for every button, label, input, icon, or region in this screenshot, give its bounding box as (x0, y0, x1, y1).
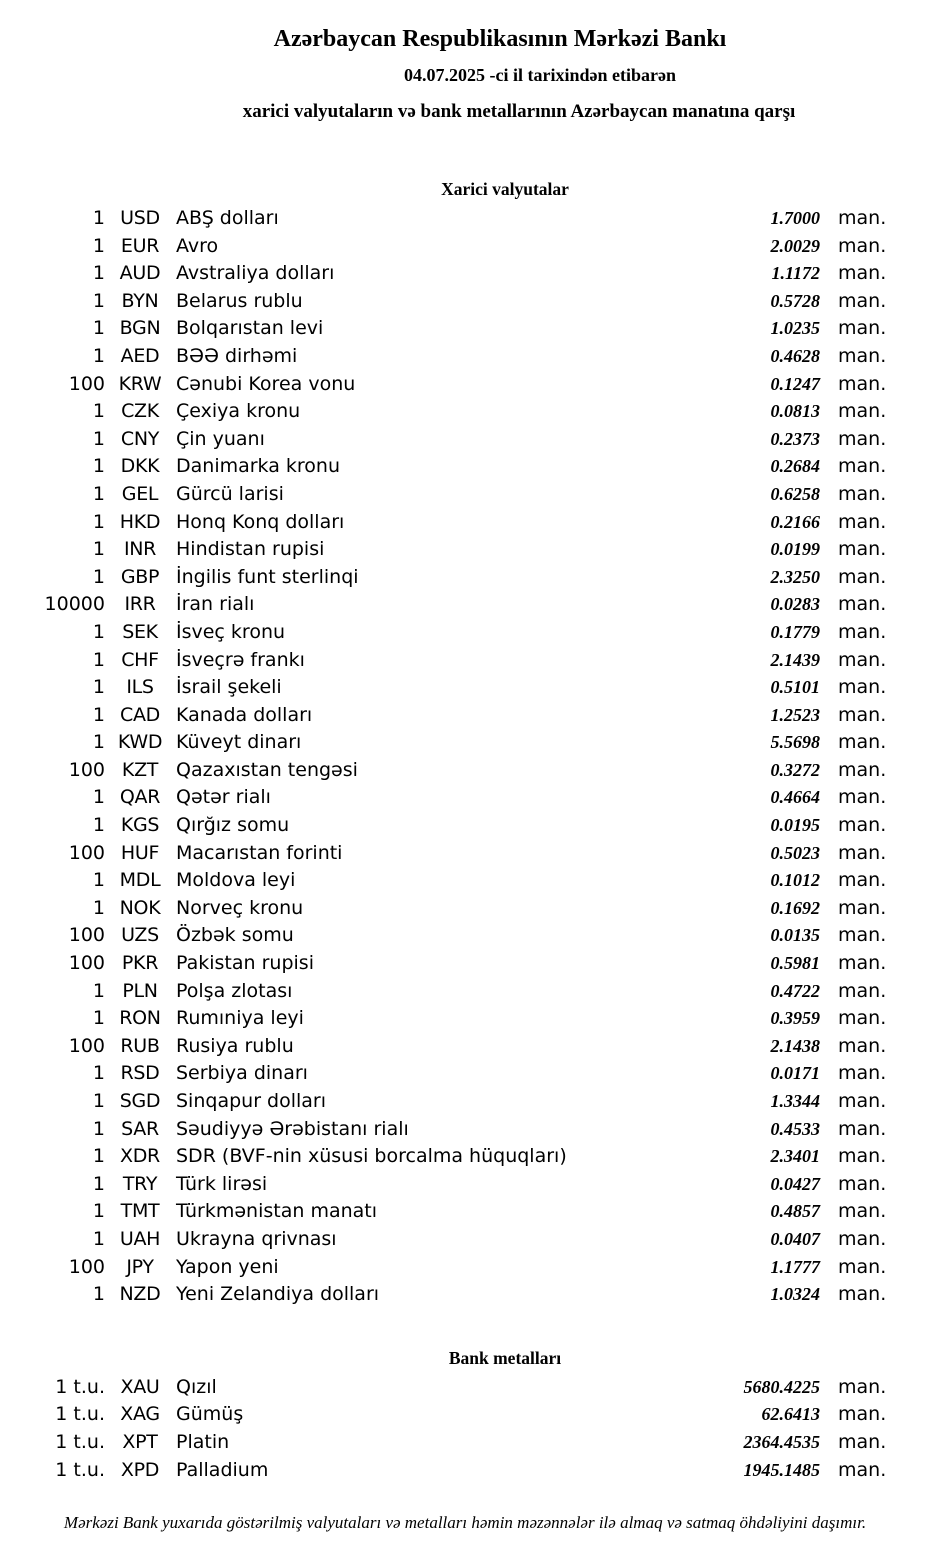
row-code: GBP (120, 565, 160, 588)
row-quantity: 1 (92, 1200, 105, 1223)
row-code: USD (120, 207, 160, 229)
row-rate: 0.3959 (770, 1008, 820, 1029)
row-code: JPY (126, 1255, 154, 1278)
row-quantity: 1 (92, 234, 105, 257)
currency-row (0, 812, 950, 840)
row-name: Platin (176, 1430, 230, 1453)
row-unit: man. (838, 1375, 887, 1398)
row-code: RON (119, 1007, 161, 1030)
row-name: Yeni Zelandiya dolları (176, 1283, 380, 1306)
row-rate: 0.4857 (770, 1201, 820, 1222)
row-quantity: 1 (92, 565, 105, 588)
row-quantity: 1 (92, 731, 105, 754)
row-unit: man. (838, 234, 887, 257)
row-quantity: 1 (92, 1090, 105, 1112)
row-quantity: 1 (92, 1007, 105, 1030)
row-name: Pakistan rupisi (176, 952, 314, 975)
row-unit: man. (838, 1255, 887, 1278)
row-quantity: 1 (92, 1283, 105, 1306)
row-code: UAH (119, 1227, 161, 1250)
currency-row (0, 564, 950, 592)
row-name: Qızıl (176, 1375, 217, 1398)
bulletin-subtitle: xarici valyutaların və bank metallarının Azərbaycan manatına qarşı (242, 101, 796, 122)
row-code: CZK (121, 400, 159, 423)
row-code: RUB (120, 1034, 160, 1057)
currency-row (0, 1033, 950, 1061)
row-code: AED (120, 344, 160, 367)
row-unit: man. (838, 482, 887, 505)
row-code: HUF (120, 841, 160, 864)
row-code: DKK (120, 455, 160, 478)
currency-row (0, 1143, 950, 1171)
row-code: XAG (120, 1403, 160, 1426)
row-rate: 0.5728 (770, 290, 820, 311)
row-code: NZD (119, 1283, 161, 1306)
row-quantity: 100 (68, 841, 105, 864)
row-unit: man. (838, 869, 887, 892)
row-unit: man. (838, 814, 887, 837)
currency-row (0, 950, 950, 978)
currency-row (0, 1254, 950, 1282)
row-name: Avstraliya dolları (176, 262, 335, 285)
row-quantity: 1 (92, 786, 105, 809)
row-name: Palladium (176, 1458, 269, 1481)
row-name: Sinqapur dolları (176, 1090, 327, 1112)
row-code: XPT (122, 1430, 158, 1453)
currency-row (0, 895, 950, 923)
row-unit: man. (838, 344, 887, 367)
row-name: Macarıstan forinti (176, 841, 343, 864)
metal-row (0, 1401, 950, 1429)
row-rate: 0.0171 (770, 1063, 820, 1084)
row-unit: man. (838, 1062, 887, 1085)
row-unit: man. (838, 1007, 887, 1030)
row-name: İsveçrə frankı (176, 648, 305, 671)
row-name: Belarus rublu (176, 289, 303, 312)
currency-rates-list (0, 205, 950, 1309)
row-unit: man. (838, 731, 887, 754)
row-name: Avro (176, 234, 219, 257)
row-name: Yapon yeni (176, 1255, 279, 1278)
row-rate: 62.6413 (761, 1404, 820, 1425)
currency-row (0, 1060, 950, 1088)
row-code: XAU (120, 1375, 160, 1398)
row-rate: 2.1439 (770, 649, 820, 670)
row-quantity: 1 (92, 1062, 105, 1085)
currency-row (0, 481, 950, 509)
row-rate: 0.1779 (770, 621, 820, 642)
row-code: PKR (121, 952, 159, 975)
row-name: Qətər rialı (176, 786, 271, 809)
row-rate: 5.5698 (770, 732, 820, 753)
currency-row (0, 453, 950, 481)
row-rate: 2364.4535 (743, 1431, 820, 1452)
row-code: KGS (120, 814, 160, 837)
row-unit: man. (838, 620, 887, 643)
row-quantity: 1 (92, 1145, 105, 1168)
row-unit: man. (838, 1283, 887, 1306)
row-unit: man. (838, 427, 887, 450)
currency-row (0, 1198, 950, 1226)
row-quantity: 1 (92, 1117, 105, 1140)
currency-row (0, 978, 950, 1006)
row-quantity: 100 (68, 1034, 105, 1057)
row-name: Çin yuanı (176, 427, 265, 450)
row-rate: 1.2523 (770, 704, 820, 725)
row-quantity: 1 t.u. (55, 1430, 105, 1453)
row-unit: man. (838, 648, 887, 671)
row-rate: 1.3344 (770, 1091, 820, 1111)
row-quantity: 1 (92, 262, 105, 285)
row-rate: 0.1247 (770, 373, 820, 394)
currency-row (0, 398, 950, 426)
currency-row (0, 1171, 950, 1199)
row-rate: 1945.1485 (743, 1459, 820, 1480)
row-unit: man. (838, 1090, 887, 1112)
row-unit: man. (838, 1172, 887, 1195)
row-rate: 0.0135 (770, 925, 820, 946)
row-name: Kanada dolları (176, 703, 313, 726)
row-rate: 0.2373 (770, 428, 820, 449)
row-name: Çexiya kronu (176, 400, 301, 423)
row-code: XDR (120, 1145, 160, 1168)
row-rate: 2.1438 (770, 1035, 820, 1056)
row-unit: man. (838, 289, 887, 312)
disclaimer-note: Mərkəzi Bank yuxarıda göstərilmiş valyutaları və metalları həmin məzənnələr ilə almaq və satmaq öhdəliyini daşımır. (63, 1513, 867, 1533)
bank-title: Azərbaycan Respublikasının Mərkəzi Bankı (273, 26, 727, 52)
row-name: Rusiya rublu (176, 1034, 294, 1057)
row-rate: 2.0029 (770, 235, 820, 256)
row-unit: man. (838, 1117, 887, 1140)
row-rate: 1.7000 (770, 208, 820, 228)
metal-row (0, 1374, 950, 1402)
row-name: Rumıniya leyi (176, 1007, 304, 1030)
row-unit: man. (838, 1145, 887, 1168)
currency-row (0, 1226, 950, 1254)
row-unit: man. (838, 952, 887, 975)
row-code: XPD (120, 1458, 160, 1481)
row-rate: 0.4722 (770, 980, 820, 1001)
row-unit: man. (838, 924, 887, 947)
row-unit: man. (838, 1200, 887, 1223)
row-code: SAR (121, 1117, 159, 1140)
row-code: SGD (119, 1090, 161, 1112)
row-unit: man. (838, 758, 887, 781)
row-rate: 0.4664 (770, 787, 820, 808)
row-unit: man. (838, 593, 887, 616)
row-name: Danimarka kronu (176, 455, 341, 478)
row-unit: man. (838, 786, 887, 809)
row-name: İngilis funt sterlinqi (176, 565, 359, 588)
row-code: MDL (119, 869, 161, 892)
row-rate: 0.0199 (770, 539, 820, 560)
row-code: EUR (120, 234, 160, 257)
row-code: HKD (119, 510, 161, 533)
row-unit: man. (838, 676, 887, 699)
row-quantity: 1 (92, 896, 105, 919)
row-quantity: 1 (92, 814, 105, 837)
row-code: CAD (120, 703, 160, 726)
currency-row (0, 619, 950, 647)
row-unit: man. (838, 1227, 887, 1250)
row-rate: 0.0813 (770, 401, 820, 422)
row-quantity: 1 (92, 703, 105, 726)
row-quantity: 100 (68, 758, 105, 781)
row-name: Qazaxıstan tengəsi (176, 758, 358, 781)
metal-rates-list (0, 1374, 950, 1484)
row-code: PLN (122, 979, 158, 1002)
row-code: BYN (121, 289, 159, 312)
row-code: RSD (120, 1062, 160, 1085)
currencies-section-heading: Xarici valyutalar (441, 179, 569, 199)
row-rate: 0.3272 (770, 759, 820, 780)
row-quantity: 1 (92, 289, 105, 312)
row-quantity: 100 (68, 952, 105, 975)
row-name: Moldova leyi (176, 869, 296, 892)
row-quantity: 1 t.u. (55, 1375, 105, 1398)
row-quantity: 1 (92, 510, 105, 533)
row-quantity: 1 (92, 400, 105, 423)
row-quantity: 1 t.u. (55, 1403, 105, 1426)
row-code: UZS (121, 924, 159, 947)
row-quantity: 100 (68, 372, 105, 395)
row-code: GEL (121, 482, 159, 505)
row-rate: 0.6258 (770, 483, 820, 504)
row-rate: 0.4533 (770, 1118, 820, 1139)
row-unit: man. (838, 372, 887, 395)
row-code: NOK (119, 896, 161, 919)
row-unit: man. (838, 207, 887, 229)
currency-row (0, 315, 950, 343)
row-quantity: 10000 (44, 593, 105, 616)
row-code: AUD (119, 262, 161, 285)
row-code: KZT (121, 758, 159, 781)
currency-row (0, 509, 950, 537)
currency-row (0, 426, 950, 454)
currency-row (0, 702, 950, 730)
currency-row (0, 784, 950, 812)
row-name: Səudiyyə Ərəbistanı rialı (176, 1117, 409, 1140)
row-name: İsveç kronu (176, 620, 286, 643)
row-name: ABŞ dolları (176, 207, 279, 229)
row-unit: man. (838, 1403, 887, 1426)
row-name: Cənubi Korea vonu (176, 372, 356, 395)
row-name: SDR (BVF-nin xüsusi borcalma hüquqları) (176, 1145, 567, 1168)
row-name: Küveyt dinarı (176, 731, 302, 754)
row-unit: man. (838, 510, 887, 533)
currency-row (0, 260, 950, 288)
row-quantity: 100 (68, 1255, 105, 1278)
row-quantity: 1 (92, 1227, 105, 1250)
row-name: Honq Konq dolları (176, 510, 345, 533)
currency-row (0, 591, 950, 619)
row-quantity: 100 (68, 924, 105, 947)
row-quantity: 1 (92, 207, 105, 229)
row-code: KRW (118, 372, 162, 395)
row-name: BƏƏ dirhəmi (176, 344, 298, 367)
row-code: CNY (120, 427, 160, 450)
row-name: Polşa zlotası (176, 979, 293, 1002)
row-rate: 0.5023 (770, 842, 820, 863)
row-name: İran rialı (176, 593, 255, 616)
row-rate: 0.5101 (770, 677, 820, 698)
row-rate: 0.0283 (770, 594, 820, 615)
row-name: Özbək somu (176, 924, 294, 947)
currency-row (0, 867, 950, 895)
row-quantity: 1 (92, 427, 105, 450)
currency-row (0, 343, 950, 371)
currency-row (0, 233, 950, 261)
row-rate: 0.1012 (770, 870, 820, 891)
row-unit: man. (838, 841, 887, 864)
metals-section-heading: Bank metalları (448, 1347, 562, 1368)
row-quantity: 1 (92, 676, 105, 699)
row-code: INR (123, 538, 157, 561)
row-unit: man. (838, 262, 887, 285)
row-rate: 0.0407 (770, 1228, 820, 1249)
row-name: İsrail şekeli (176, 676, 282, 699)
row-unit: man. (838, 1034, 887, 1057)
currency-row (0, 371, 950, 399)
row-code: IRR (124, 593, 156, 616)
row-rate: 0.4628 (770, 345, 820, 366)
currency-row (0, 205, 950, 233)
currency-row (0, 922, 950, 950)
currency-row (0, 1116, 950, 1144)
row-unit: man. (838, 1458, 887, 1481)
row-rate: 2.3250 (770, 566, 820, 587)
row-rate: 0.2166 (770, 511, 820, 532)
row-rate: 1.0235 (770, 318, 820, 339)
row-rate: 0.0427 (770, 1173, 820, 1194)
row-unit: man. (838, 565, 887, 588)
row-rate: 1.1777 (770, 1256, 820, 1277)
row-code: ILS (126, 676, 154, 699)
row-quantity: 1 t.u. (55, 1458, 105, 1481)
row-code: SEK (122, 620, 158, 643)
row-quantity: 1 (92, 344, 105, 367)
row-name: Qırğız somu (176, 814, 290, 837)
row-quantity: 1 (92, 1172, 105, 1195)
currency-row (0, 288, 950, 316)
row-name: Türkmənistan manatı (176, 1200, 378, 1223)
row-unit: man. (838, 896, 887, 919)
bulletin-header (0, 24, 950, 126)
row-quantity: 1 (92, 538, 105, 561)
row-code: CHF (121, 648, 159, 671)
row-rate: 2.3401 (770, 1146, 820, 1167)
row-quantity: 1 (92, 869, 105, 892)
row-code: KWD (117, 731, 163, 754)
row-code: QAR (119, 786, 161, 809)
row-unit: man. (838, 703, 887, 726)
currency-row (0, 674, 950, 702)
currency-row (0, 647, 950, 675)
row-name: Ukrayna qrivnası (176, 1227, 337, 1250)
row-code: TMT (120, 1200, 160, 1223)
currency-row (0, 729, 950, 757)
row-quantity: 1 (92, 317, 105, 340)
row-name: Türk lirəsi (176, 1172, 268, 1195)
row-name: Serbiya dinarı (176, 1062, 308, 1085)
row-quantity: 1 (92, 620, 105, 643)
row-unit: man. (838, 400, 887, 423)
row-rate: 0.0195 (770, 815, 820, 836)
row-name: Gürcü larisi (176, 482, 284, 505)
row-unit: man. (838, 1430, 887, 1453)
currency-row (0, 840, 950, 868)
row-name: Bolqarıstan levi (176, 317, 324, 340)
effective-date-line: 04.07.2025 -ci il tarixindən etibarən (404, 65, 676, 85)
row-unit: man. (838, 455, 887, 478)
row-rate: 1.0324 (770, 1284, 820, 1305)
row-quantity: 1 (92, 455, 105, 478)
row-unit: man. (838, 317, 887, 340)
row-unit: man. (838, 538, 887, 561)
row-unit: man. (838, 979, 887, 1002)
currency-row (0, 1281, 950, 1309)
row-code: TRY (122, 1172, 158, 1195)
currency-row (0, 536, 950, 564)
currency-row (0, 1088, 950, 1116)
metal-row (0, 1429, 950, 1457)
currency-row (0, 757, 950, 785)
row-rate: 0.1692 (770, 897, 820, 918)
row-code: BGN (119, 317, 161, 340)
row-rate: 1.1172 (771, 263, 820, 284)
row-rate: 0.2684 (770, 456, 820, 477)
currency-row (0, 1005, 950, 1033)
metal-row (0, 1457, 950, 1485)
row-quantity: 1 (92, 482, 105, 505)
row-quantity: 1 (92, 648, 105, 671)
row-quantity: 1 (92, 979, 105, 1002)
row-name: Gümüş (176, 1403, 244, 1426)
row-rate: 5680.4225 (743, 1376, 820, 1397)
row-name: Norveç kronu (176, 896, 304, 919)
row-name: Hindistan rupisi (176, 538, 325, 561)
row-rate: 0.5981 (770, 953, 820, 974)
